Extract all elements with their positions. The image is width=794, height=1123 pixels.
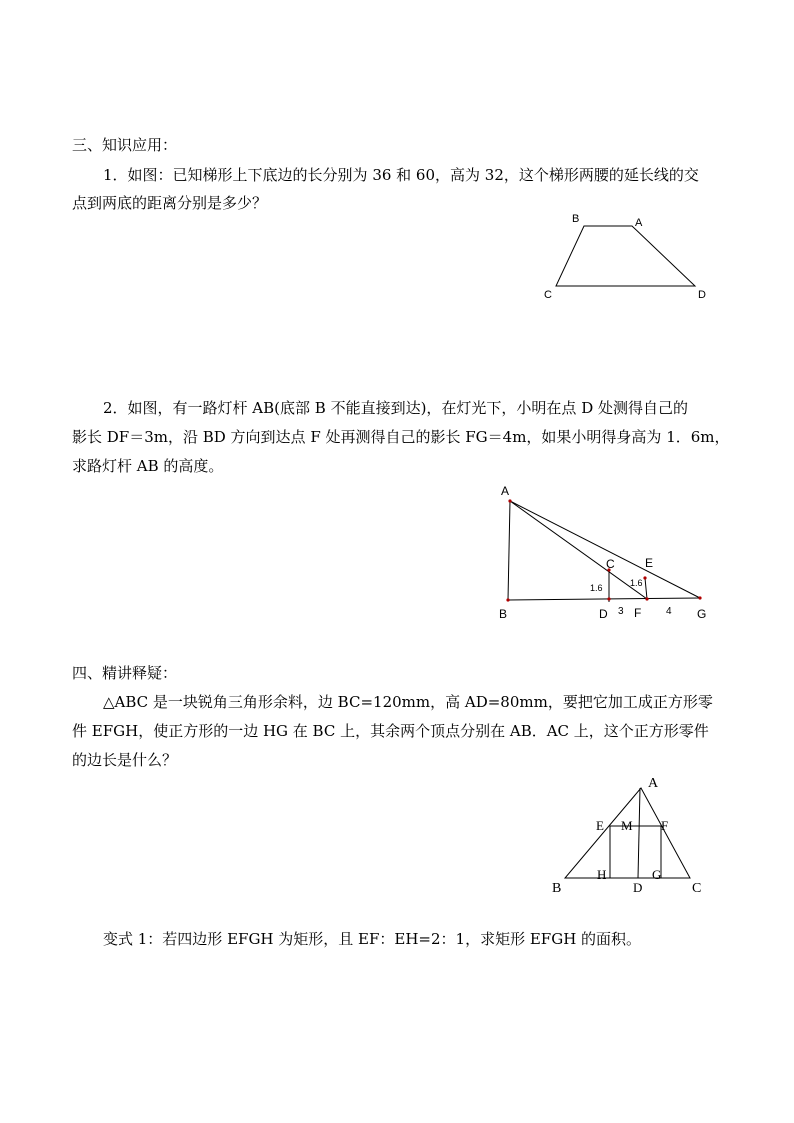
label-B: B (572, 213, 580, 225)
label-A: A (648, 776, 659, 791)
ray-AG (510, 501, 700, 598)
label-E: E (596, 818, 604, 833)
label-B: B (499, 607, 508, 621)
point-G (698, 596, 701, 599)
label-A: A (501, 484, 510, 498)
lamppost-figure (490, 480, 720, 625)
label-G: G (652, 867, 662, 882)
label-D: D (633, 880, 643, 895)
problem-3-line-3: 的边长是什么？ (72, 751, 178, 769)
label-E: E (645, 556, 654, 570)
section-3-heading: 三、知识应用： (72, 136, 178, 154)
problem-1-line-1: 1．如图：已知梯形上下底边的长分别为 36 和 60，高为 32，这个梯形两腰的延长线的交 (103, 166, 699, 184)
label-C: C (544, 289, 552, 301)
label-C: C (606, 557, 615, 571)
person-EF (645, 578, 647, 599)
ground-BG (508, 598, 700, 600)
point-B (506, 598, 509, 601)
problem-1-line-2: 点到两底的距离分别是多少？ (72, 194, 268, 212)
trapezoid-figure (540, 210, 720, 305)
problem-3-line-2: 件 EFGH，使正方形的一边 HG 在 BC 上，其余两个顶点分别在 AB．AC 上，这个正方形零件 (72, 722, 709, 740)
label-F: F (661, 818, 669, 833)
label-C: C (692, 881, 702, 896)
label-G: G (697, 607, 707, 621)
point-A (508, 499, 511, 502)
ray-AF (510, 501, 647, 599)
label-B: B (552, 881, 562, 896)
section-4-heading: 四、精讲释疑： (72, 664, 178, 682)
point-F (645, 597, 648, 600)
label-D: D (698, 289, 706, 301)
trapezoid-shape (556, 226, 695, 286)
point-D (607, 597, 610, 600)
label-H: H (597, 867, 607, 882)
problem-2-line-2: 影长 DF＝3m，沿 BD 方向到达点 F 处再测得自己的影长 FG＝4m，如果小明得身高为 1．6m， (72, 428, 730, 446)
height-label-2: 1.6 (630, 578, 643, 588)
triangle-ABC (565, 788, 690, 878)
problem-2-line-1: 2．如图，有一路灯杆 AB(底部 B 不能直接到达)，在灯光下，小明在点 D 处测得自己的 (103, 399, 688, 417)
label-F: F (634, 606, 642, 620)
variant-1: 变式 1：若四边形 EFGH 为矩形，且 EF：EH=2：1，求矩形 EFGH 的面积。 (103, 930, 642, 948)
distance-label-2: 4 (666, 606, 672, 617)
altitude-AD (638, 788, 640, 878)
triangle-square-figure (545, 770, 715, 900)
label-A: A (635, 217, 643, 229)
label-D: D (599, 607, 608, 621)
height-label-1: 1.6 (590, 583, 603, 593)
point-E (643, 576, 646, 579)
label-M: M (621, 818, 633, 833)
problem-2-line-3: 求路灯杆 AB 的高度。 (72, 457, 224, 475)
problem-3-line-1: △ABC 是一块锐角三角形余料，边 BC=120mm，高 AD=80mm，要把它加工成正方形零 (103, 693, 713, 711)
pole-AB (508, 501, 510, 600)
distance-label-1: 3 (618, 606, 624, 617)
